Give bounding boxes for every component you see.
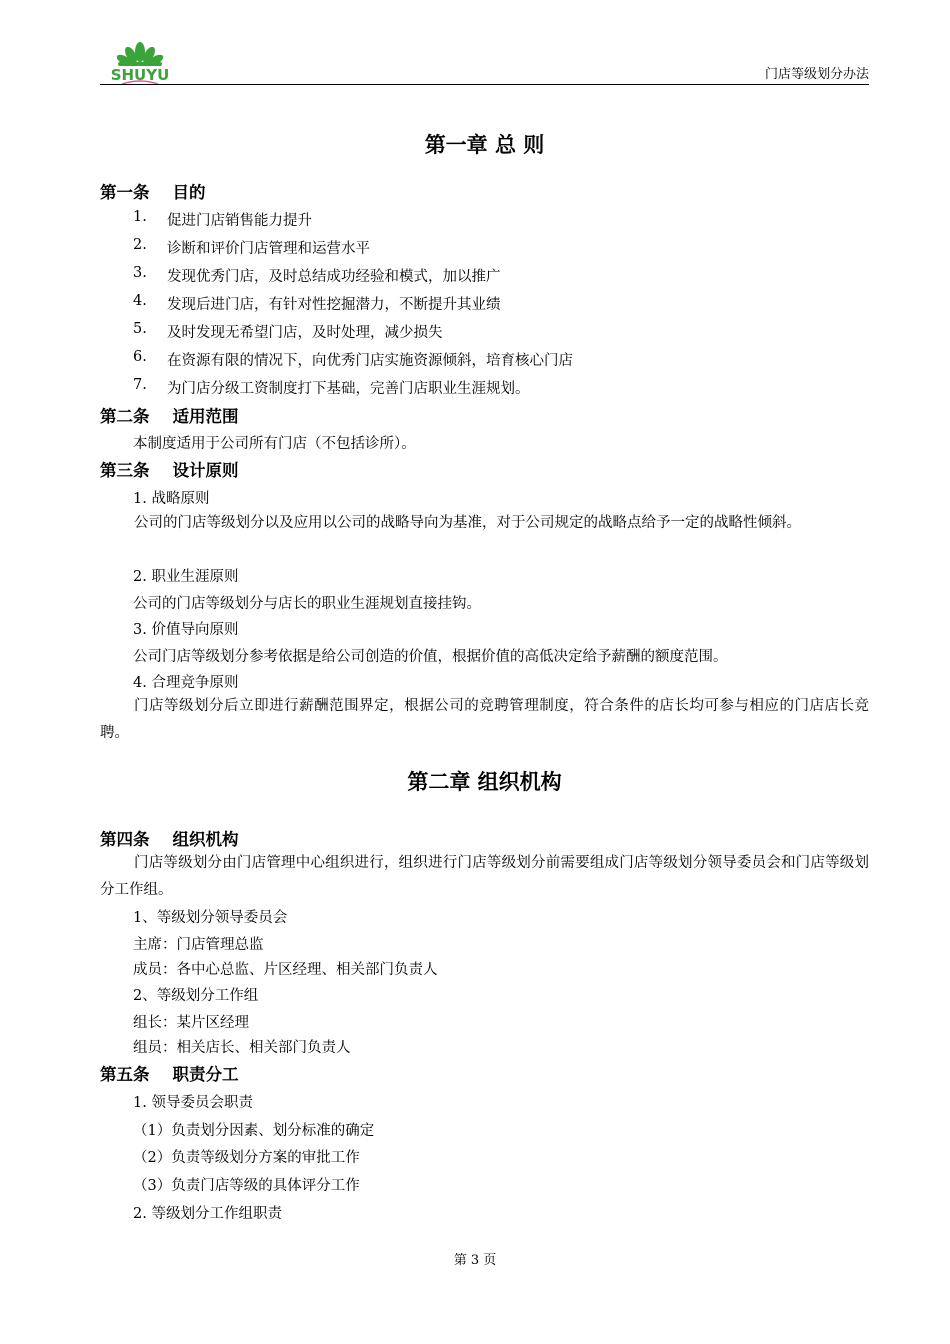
article-5-heading: 第五条 职责分工	[100, 1065, 239, 1084]
page-number: 第 3 页	[453, 1253, 497, 1268]
principle-1-text: 公司的门店等级划分以及应用以公司的战略导向为基准，对于公司规定的战略点给予一定的战略性倾斜。	[134, 515, 801, 531]
principle-3-text: 公司门店等级划分参考依据是给公司创造的价值，根据价值的高低决定给予薪酬的额度范围。	[133, 649, 728, 665]
company-logo	[104, 40, 176, 86]
page-header	[100, 40, 869, 85]
header-divider	[100, 84, 869, 85]
svg-text:SHUYU: SHUYU	[110, 66, 170, 84]
principle-1-title: 1. 战略原则	[133, 491, 210, 507]
committee-duties-title: 1. 领导委员会职责	[133, 1095, 253, 1111]
principle-3-title: 3. 价值导向原则	[133, 622, 239, 638]
article-1-heading: 第一条 目的	[100, 183, 206, 202]
duty-item: （3）负责门店等级的具体评分工作	[133, 1178, 360, 1194]
committee-chair: 主席：门店管理总监	[133, 937, 264, 953]
article-2-text: 本制度适用于公司所有门店（不包括诊所）。	[133, 436, 416, 452]
chapter-1-title: 第一章 总 则	[424, 133, 545, 157]
committee-members: 成员：各中心总监、片区经理、相关部门负责人	[133, 962, 438, 978]
article-4-heading: 第四条 组织机构	[100, 830, 239, 849]
article-3-heading: 第三条 设计原则	[100, 461, 239, 480]
principle-2-text: 公司的门店等级划分与店长的职业生涯规划直接挂钩。	[133, 596, 481, 612]
chapter-2-title: 第二章 组织机构	[407, 770, 562, 794]
principle-4-text: 门店等级划分后立即进行薪酬范围界定，根据公司的竞聘管理制度，符合条件的店长均可参与相应的门店店长竞聘。	[100, 698, 869, 741]
principle-4-title: 4. 合理竞争原则	[133, 675, 239, 691]
principle-2-title: 2. 职业生涯原则	[133, 569, 239, 585]
article-2-heading: 第二条 适用范围	[100, 407, 239, 426]
workgroup-title: 2、等级划分工作组	[133, 988, 259, 1004]
workgroup-leader: 组长：某片区经理	[133, 1015, 249, 1031]
duty-item: （1）负责划分因素、划分标准的确定	[133, 1123, 375, 1139]
document-title: 门店等级划分办法	[764, 67, 869, 82]
workgroup-members: 组员：相关店长、相关部门负责人	[133, 1040, 351, 1056]
article-4-intro: 门店等级划分由门店管理中心组织进行，组织进行门店等级划分前需要组成门店等级划分领导委员会和门店等级划分工作组。	[100, 855, 869, 898]
workgroup-duties-title: 2. 等级划分工作组职责	[133, 1206, 282, 1222]
committee-title: 1、等级划分领导委员会	[133, 910, 288, 926]
duty-item: （2）负责等级划分方案的审批工作	[133, 1150, 360, 1166]
